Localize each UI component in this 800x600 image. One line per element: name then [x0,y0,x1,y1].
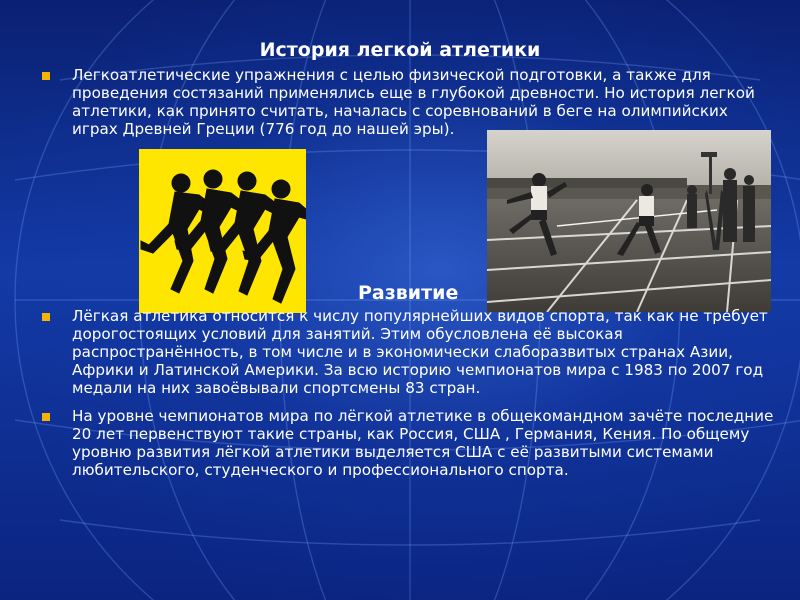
greek-runners-amphora-icon [139,149,306,313]
bullet-marker-1 [42,72,50,80]
vintage-sprint-finish-photo-icon [487,130,771,312]
paragraph-history: Легкоатлетические упражнения с целью физической подготовки, а также для проведения состязаний применялись еще в глубокой древности. Но история легкой атлетики, как принято считать, началась с соревнований в беге на олимпийских играх Древней Греции (776 год до нашей эры). [72,66,755,138]
greek-runners-image [139,149,306,313]
paragraph-development: Лёгкая атлетика относится к числу популярнейших видов спорта, так как не требует дорогостоящих условий для занятий. Этим обусловлена её высокая распространённость, в том числе и в экономически слаборазвитых странах Азии, Африки и Латинской Америки. За всю историю чемпионатов мира с 1983 по 2007 год медали на них завоёвывали спортсмены 83 стран. [72,307,768,397]
bullet-marker-2 [42,313,50,321]
section-subtitle: Развитие [358,282,459,304]
bullet-marker-3 [42,413,50,421]
sprint-finish-photo [487,130,771,312]
slide-title: История легкой атлетики [259,39,541,61]
paragraph-world-championships: На уровне чемпионатов мира по лёгкой атлетике в общекомандном зачёте последние 20 лет первенствуют такие страны, как Россия, США , Германия, Кения. По общему уровню развития лёгкой атлетики выделяется США с её развитыми системами любительского, студенческого и профессионального спорта. [72,407,774,479]
